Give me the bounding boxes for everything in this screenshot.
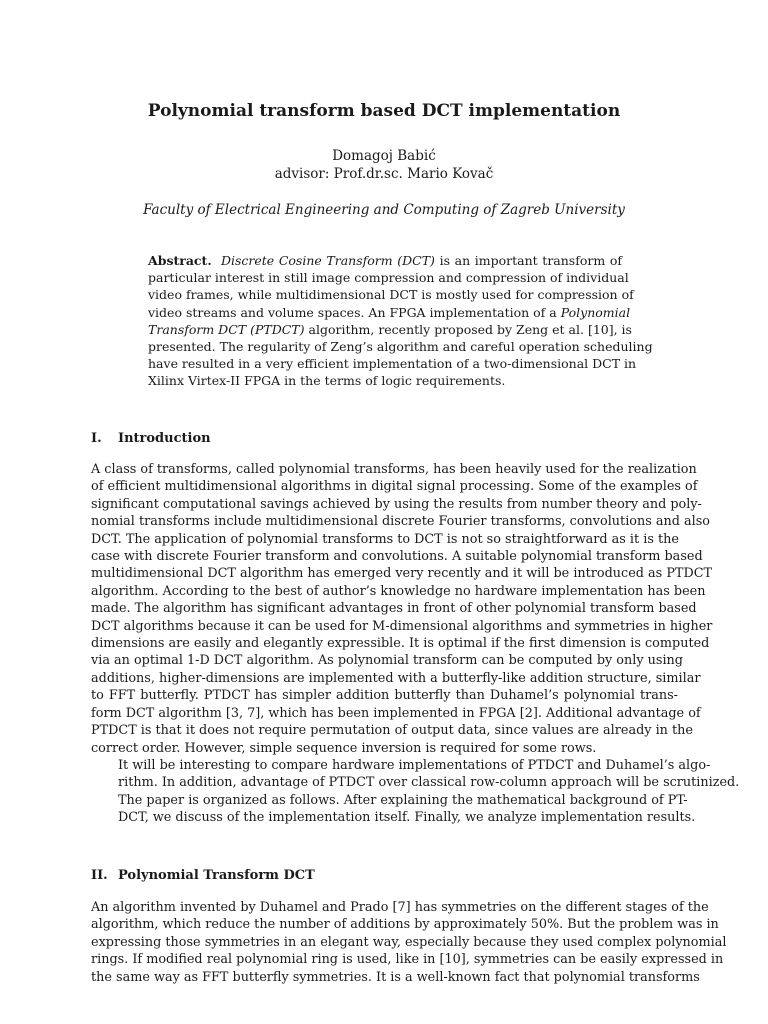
- abstract-line: [148, 286, 634, 303]
- text-line: nomial transforms include multidimensional discrete Fourier transforms, convolutions and also: [91, 514, 710, 530]
- text-line: An algorithm invented by Duhamel and Prado [7] has symmetries on the different stages of the: [91, 900, 709, 915]
- affiliation: Faculty of Electrical Engineering and Computing of Zagreb University: [143, 202, 625, 218]
- abstract: [148, 252, 653, 390]
- text-line: DCT. The application of polynomial transforms to DCT is not so straightforward as it is the: [91, 531, 679, 547]
- section-title: Polynomial Transform DCT: [118, 868, 315, 883]
- text-line: expressing those symmetries in an elegant way, especially because they used complex polynomial: [91, 934, 727, 950]
- abstract-text: algorithm, recently proposed by Zeng et al. [10], is: [304, 321, 632, 337]
- abstract-text: particular interest in still image compression and compression of individual: [148, 270, 629, 286]
- text-line: rings. If modified real polynomial ring is used, like in [10], symmetries can be easily expressed in: [91, 952, 724, 968]
- abstract-text: video streams and volume spaces. An FPGA implementation of a: [148, 304, 561, 320]
- text-line: correct order. However, simple sequence inversion is required for some rows.: [91, 740, 597, 756]
- abstract-line: [148, 252, 622, 269]
- text-line: The paper is organized as follows. After explaining the mathematical background of PT-: [118, 792, 688, 808]
- text-line: made. The algorithm has significant advantages in front of other polynomial transform based: [91, 601, 697, 617]
- section-body-introduction: [91, 461, 740, 827]
- text-line: A class of transforms, called polynomial transforms, has been heavily used for the realization: [91, 462, 697, 477]
- paragraph: [91, 899, 727, 986]
- section-heading-introduction: [91, 431, 211, 446]
- paragraph: [91, 792, 696, 827]
- text-line: of efficient multidimensional algorithms in digital signal processing. Some of the examples of: [91, 479, 698, 495]
- abstract-text: video frames, while multidimensional DCT is mostly used for compression of: [148, 287, 634, 303]
- abstract-line: [148, 338, 653, 355]
- abstract-italic-term: Discrete Cosine Transform (DCT): [220, 253, 435, 268]
- abstract-line: [148, 321, 632, 338]
- abstract-text: presented. The regularity of Zeng’s algorithm and careful operation scheduling: [148, 339, 653, 355]
- text-line: to FFT butterfly. PTDCT has simpler addition butterfly than Duhamel’s polynomial trans-: [91, 688, 678, 704]
- text-line: algorithm, which reduce the number of additions by approximately 50%. But the problem was in: [91, 917, 719, 933]
- section-title: Introduction: [118, 431, 211, 446]
- text-line: significant computational savings achieved by using the results from number theory and poly-: [91, 496, 702, 512]
- abstract-italic-term: Transform DCT (PTDCT): [148, 321, 305, 337]
- paragraph: [91, 461, 713, 757]
- paragraph: [91, 757, 740, 792]
- text-line: rithm. In addition, advantage of PTDCT over classical row-column approach will be scrutinized.: [118, 775, 740, 791]
- abstract-label: Abstract.: [148, 253, 212, 268]
- abstract-text: is an important transform of: [434, 253, 622, 268]
- text-line: multidimensional DCT algorithm has emerged very recently and it will be introduced as PTDCT: [91, 566, 713, 582]
- abstract-text: have resulted in a very efficient implementation of a two-dimensional DCT in: [148, 356, 637, 372]
- advisor-name: advisor: Prof.dr.sc. Mario Kovač: [274, 166, 494, 182]
- text-line: algorithm. According to the best of author’s knowledge no hardware implementation has been: [91, 583, 706, 599]
- author-name: Domagoj Babić: [332, 148, 436, 164]
- text-line: DCT, we discuss of the implementation itself. Finally, we analyze implementation results.: [118, 810, 696, 826]
- text-line: form DCT algorithm [3, 7], which has been implemented in FPGA [2]. Additional advantage of: [91, 705, 701, 721]
- text-line: PTDCT is that it does not require permutation of output data, since values are already in the: [91, 723, 693, 739]
- section-number: II.: [91, 868, 108, 883]
- abstract-line: [148, 372, 622, 389]
- text-line: dimensions are easily and elegantly expressible. It is optimal if the first dimension is computed: [91, 636, 710, 652]
- paper-title: Polynomial transform based DCT implementation: [147, 101, 621, 121]
- abstract-line: [148, 304, 631, 321]
- abstract-line: [148, 269, 629, 286]
- text-line: additions, higher-dimensions are implemented with a butterfly-like addition structure, similar: [91, 670, 701, 686]
- text-line: the same way as FFT butterfly symmetries. It is a well-known fact that polynomial transforms: [91, 969, 700, 985]
- section-number: I.: [91, 431, 102, 446]
- abstract-text: Xilinx Virtex-II FPGA in the terms of logic requirements.: [148, 373, 506, 389]
- abstract-line: [148, 355, 637, 372]
- section-heading-polynomial-transform-dct: [91, 868, 315, 883]
- text-line: case with discrete Fourier transform and convolutions. A suitable polynomial transform based: [91, 549, 703, 565]
- abstract-italic-term: Polynomial: [560, 304, 631, 320]
- section-body-polynomial-transform-dct: [91, 899, 727, 986]
- text-line: It will be interesting to compare hardware implementations of PTDCT and Duhamel’s algo-: [118, 757, 711, 773]
- text-line: via an optimal 1-D DCT algorithm. As polynomial transform can be computed by only using: [91, 653, 683, 669]
- text-line: DCT algorithms because it can be used for M-dimensional algorithms and symmetries in higher: [91, 618, 713, 634]
